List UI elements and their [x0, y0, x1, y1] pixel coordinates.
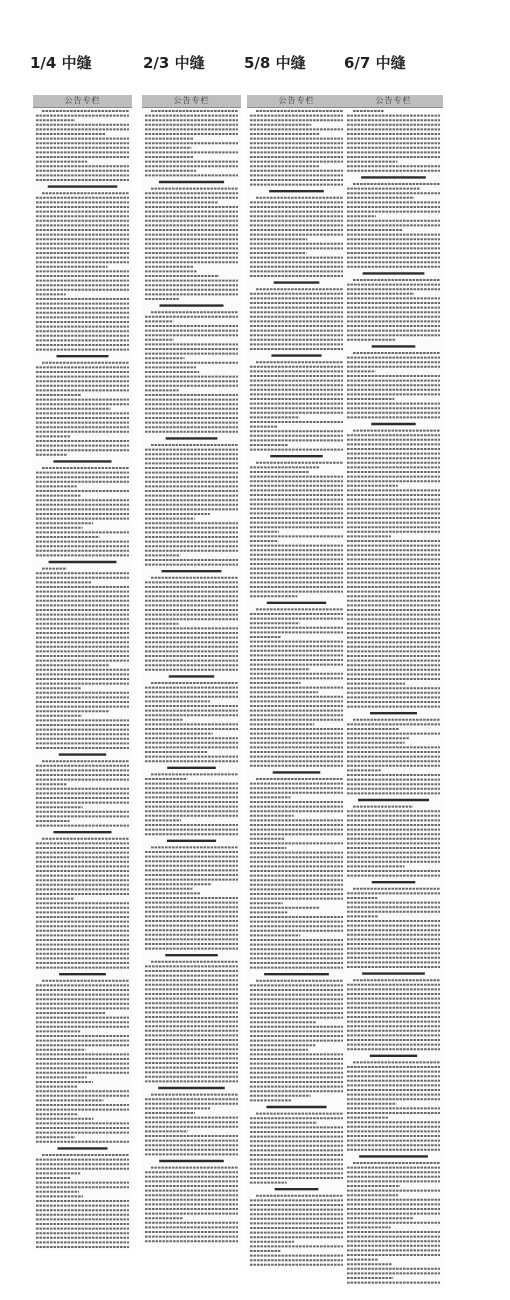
column-title-6-7: 6/7 中缝: [344, 54, 406, 72]
notice-text-body: [346, 108, 441, 1285]
column-header: 公告专栏: [33, 95, 132, 108]
text-lines: [35, 108, 130, 1250]
column-title-1-4: 1/4 中缝: [30, 54, 92, 72]
notice-column-1-4: [33, 95, 132, 1250]
column-title-5-8: 5/8 中缝: [244, 54, 306, 72]
column-header: 公告专栏: [142, 95, 241, 108]
notice-column-2-3: [142, 95, 241, 1245]
notice-column-5-8: [247, 95, 346, 1270]
text-lines: [249, 108, 344, 1270]
text-lines: [144, 108, 239, 1245]
column-header: 公告专栏: [247, 95, 346, 108]
notice-text-body: [249, 108, 344, 1270]
notice-text-body: [144, 108, 239, 1245]
notice-column-6-7: [344, 95, 443, 1285]
text-lines: [346, 108, 441, 1285]
column-title-2-3: 2/3 中缝: [143, 54, 205, 72]
notice-text-body: [35, 108, 130, 1250]
column-header: 公告专栏: [344, 95, 443, 108]
